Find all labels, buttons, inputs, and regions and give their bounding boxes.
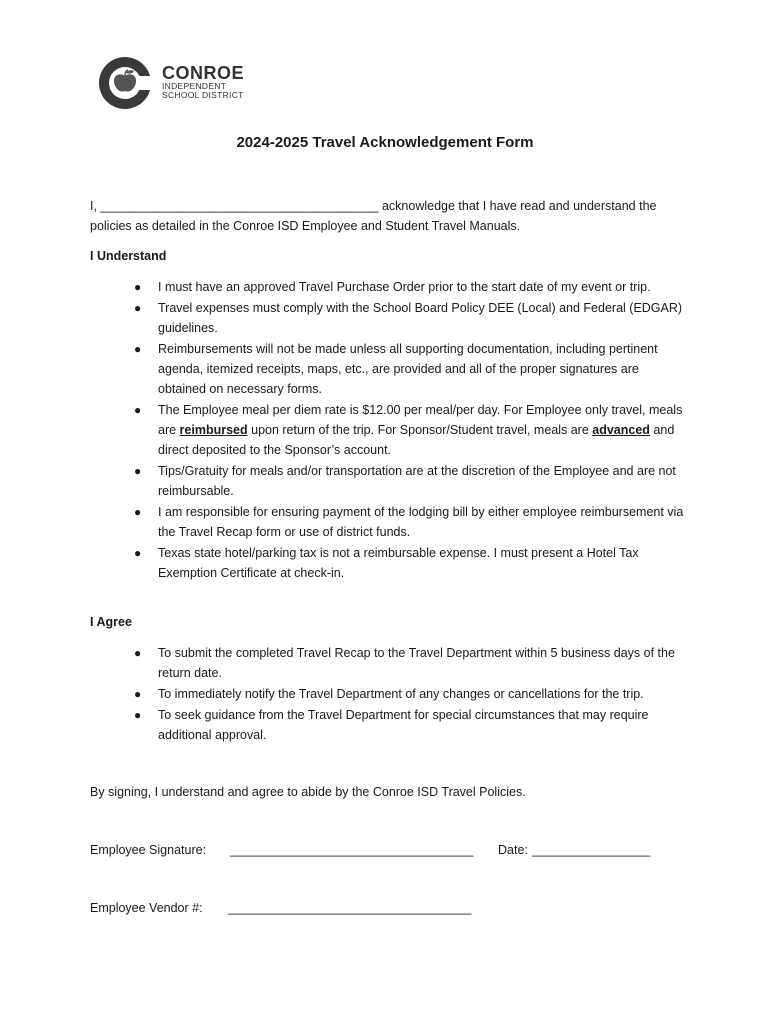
intro-line-2: policies as detailed in the Conroe ISD Employee and Student Travel Manuals. bbox=[90, 219, 521, 233]
bullet-icon: ● bbox=[134, 687, 142, 701]
list-item-text-part2: upon return of the trip. For Sponsor/Student travel, meals are bbox=[247, 423, 593, 437]
list-item-text-part3: and direct deposited to the Sponsor’s account. bbox=[158, 423, 675, 457]
list-item bbox=[90, 298, 690, 338]
list-item-text-part1: The Employee meal per diem rate is $12.00 per meal/per day. For Employee only travel, meals are bbox=[158, 403, 683, 437]
bullet-icon: ● bbox=[134, 505, 142, 519]
form-title: 2024-2025 Travel Acknowledgement Form bbox=[236, 134, 534, 151]
bullet-icon: ● bbox=[134, 342, 142, 356]
list-item bbox=[90, 502, 690, 542]
signature-row bbox=[90, 840, 690, 860]
intro-paragraph bbox=[90, 196, 690, 236]
logo-sub-2: SCHOOL DISTRICT bbox=[162, 90, 244, 100]
list-item bbox=[90, 400, 690, 460]
bullet-icon: ● bbox=[134, 708, 142, 722]
list-item-text: Travel expenses must comply with the School Board Policy DEE (Local) and Federal (EDGAR) guidelines. bbox=[158, 301, 683, 335]
list-item bbox=[90, 684, 690, 704]
logo-text bbox=[162, 64, 244, 100]
list-item bbox=[90, 705, 690, 745]
bullet-icon: ● bbox=[134, 403, 142, 417]
district-logo bbox=[98, 56, 258, 110]
bullet-icon: ● bbox=[134, 546, 142, 560]
date-field[interactable]: _________________ bbox=[532, 843, 651, 857]
agree-list bbox=[90, 643, 690, 746]
bullet-icon: ● bbox=[134, 280, 142, 294]
intro-line-1: I, ________________________________________ acknowledge that I have read and understand the bbox=[90, 199, 657, 213]
bullet-icon: ● bbox=[134, 464, 142, 478]
logo-name: CONROE bbox=[162, 63, 245, 83]
list-item-text: Tips/Gratuity for meals and/or transportation are at the discretion of the Employee and are not reimbursable. bbox=[158, 464, 676, 498]
list-item-text: Texas state hotel/parking tax is not a reimbursable expense. I must present a Hotel Tax Exemption Certificate at check-in. bbox=[158, 546, 639, 580]
date-label: Date: bbox=[498, 843, 528, 857]
agree-heading: I Agree bbox=[90, 615, 132, 629]
vendor-row bbox=[90, 898, 690, 918]
apple-c-icon bbox=[98, 56, 152, 110]
vendor-field[interactable]: ___________________________________ bbox=[228, 901, 472, 915]
list-item-text: I am responsible for ensuring payment of the lodging bill by either employee reimbursement via the Travel Recap form or use of district funds. bbox=[158, 505, 684, 539]
list-item bbox=[90, 543, 690, 583]
signature-label: Employee Signature: bbox=[90, 843, 207, 857]
list-item-text: To submit the completed Travel Recap to the Travel Department within 5 business days of the return date. bbox=[158, 646, 675, 680]
list-item bbox=[90, 277, 690, 297]
logo-sub-1: INDEPENDENT bbox=[162, 81, 227, 91]
understand-heading: I Understand bbox=[90, 249, 167, 263]
list-item-text: To immediately notify the Travel Department of any changes or cancellations for the trip. bbox=[158, 687, 644, 701]
bullet-icon: ● bbox=[134, 646, 142, 660]
list-item-text: I must have an approved Travel Purchase Order prior to the start date of my event or trip. bbox=[158, 280, 651, 294]
list-item bbox=[90, 461, 690, 501]
list-item bbox=[90, 339, 690, 399]
signing-statement: By signing, I understand and agree to abide by the Conroe ISD Travel Policies. bbox=[90, 785, 526, 799]
bullet-icon: ● bbox=[134, 301, 142, 315]
emphasis-reimbursed: reimbursed bbox=[179, 423, 248, 437]
list-item-text: To seek guidance from the Travel Department for special circumstances that may require additional approval. bbox=[158, 708, 649, 742]
understand-list bbox=[90, 277, 690, 584]
vendor-label: Employee Vendor #: bbox=[90, 901, 203, 915]
emphasis-advanced: advanced bbox=[592, 423, 650, 437]
signature-field[interactable]: ___________________________________ bbox=[230, 843, 474, 857]
list-item-text: Reimbursements will not be made unless all supporting documentation, including pertinent agenda, itemized receipts, maps, etc., are provided and all of the proper signatures are obtained on necessary forms. bbox=[158, 342, 658, 396]
list-item bbox=[90, 643, 690, 683]
